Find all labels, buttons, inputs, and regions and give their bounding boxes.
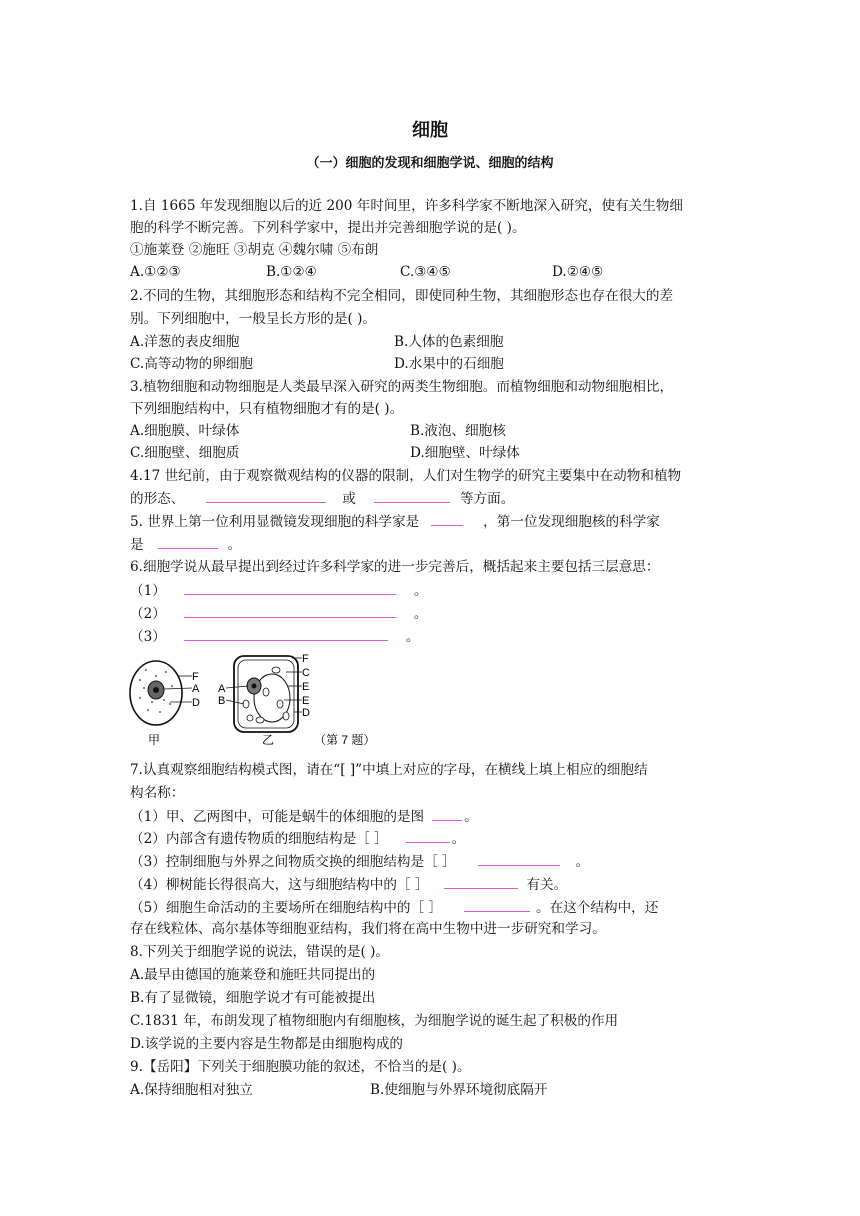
yi-label-e1: E [302, 681, 310, 693]
q7-sub-4-end: 有关。 [526, 877, 568, 893]
q2-option-b: B.人体的色素细胞 [394, 334, 504, 350]
q4-blank-1[interactable] [206, 488, 326, 503]
yi-label-c: C [302, 667, 310, 679]
q7-blank-4[interactable] [444, 874, 518, 889]
q7-blank-2[interactable] [406, 828, 450, 843]
q7-sub-3 [130, 851, 589, 872]
q6-item-1 [130, 580, 427, 601]
q7-sub-2-text: （2）内部含有遗传物质的细胞结构是［ ］ [130, 831, 388, 847]
q6-blank-2[interactable] [184, 603, 396, 618]
q4-blank-2[interactable] [374, 488, 450, 503]
q5-blank-1[interactable] [431, 511, 463, 526]
q7-sub-1-text: （1）甲、乙两图中，可能是蜗牛的体细胞的是图 [130, 809, 425, 825]
section-subtitle: （一）细胞的发现和细胞学说、细胞的结构 [306, 156, 554, 171]
figure-label-yi: 乙 [262, 733, 275, 747]
q7-sub-4 [130, 874, 567, 895]
q5-stem-line2 [130, 534, 241, 555]
q7-sub-2-end: 。 [451, 831, 466, 847]
q3-stem-line1: 3.植物细胞和动物细胞是人类最早深入研究的两类生物细胞。而植物细胞和动物细胞相比， [130, 379, 674, 395]
q1-option-b: B.①②④ [266, 264, 317, 280]
q2-option-a: A.洋葱的表皮细胞 [130, 334, 240, 350]
q8-option-d: D.该学说的主要内容是生物都是由细胞构成的 [130, 1036, 404, 1052]
q8-option-b: B.有了显微镜，细胞学说才有可能被提出 [130, 990, 376, 1006]
q2-stem-line1: 2.不同的生物，其细胞形态和结构不完全相同，即使同种生物，其细胞形态也存在很大的差 [130, 288, 674, 304]
jia-label-a: A [192, 683, 200, 695]
yi-label-f: F [302, 653, 309, 665]
q6-blank-1[interactable] [184, 580, 396, 595]
q6-item-3-end: 。 [405, 629, 420, 645]
q1-stem-line1: 1.自 1665 年发现细胞以后的近 200 年时间里，许多科学家不断地深入研究，使有关生物细 [130, 198, 683, 214]
q6-item-2-num: （2） [130, 606, 166, 622]
q4-text-b: 或 [342, 491, 356, 507]
q6-blank-3[interactable] [184, 626, 388, 641]
q6-item-1-end: 。 [413, 583, 428, 599]
q5-text-d: 。 [227, 537, 242, 553]
q7-stem-line1: 7.认真观察细胞结构模式图，请在“[ ]”中填上对应的字母，在横线上填上相应的细胞结 [130, 762, 648, 778]
q7-sub-5-end: 。在这个结构中，还 [536, 900, 659, 916]
q3-option-a: A.细胞膜、叶绿体 [130, 423, 240, 439]
q7-blank-5[interactable] [464, 897, 530, 912]
q8-stem: 8.下列关于细胞学说的说法，错误的是( )。 [130, 944, 389, 960]
q5-blank-2[interactable] [158, 534, 218, 549]
q5-stem-line1 [130, 511, 660, 532]
q8-option-c: C.1831 年，布朗发现了植物细胞内有细胞核，为细胞学说的诞生起了积极的作用 [130, 1013, 619, 1029]
q7-sub-3-text: （3）控制细胞与外界之间物质交换的细胞结构是［ ］ [130, 854, 456, 870]
animal-cell-diagram [130, 661, 200, 747]
q6-item-3 [130, 626, 419, 647]
q7-sub-1-end: 。 [464, 809, 478, 825]
q1-option-d: D.②④⑤ [552, 264, 604, 280]
cell-structure-figure [126, 650, 396, 750]
q1-option-a: A.①②③ [130, 264, 181, 280]
q7-blank-1[interactable] [432, 806, 462, 821]
q7-sub-5-line2: 存在线粒体、高尔基体等细胞亚结构，我们将在高中生物中进一步研究和学习。 [130, 921, 606, 937]
q3-stem-line2: 下列细胞结构中，只有植物细胞才有的是( )。 [130, 401, 404, 417]
q2-option-c: C.高等动物的卵细胞 [130, 356, 253, 372]
q6-item-2-end: 。 [413, 606, 428, 622]
jia-label-f: F [192, 671, 199, 683]
q8-option-a: A.最早由德国的施莱登和施旺共同提出的 [130, 967, 376, 983]
jia-label-d: D [192, 697, 200, 709]
q7-sub-5 [130, 897, 658, 918]
q4-text-c: 等方面。 [459, 491, 515, 507]
q2-stem-line2: 别。下列细胞中，一般呈长方形的是( )。 [130, 311, 377, 327]
q7-sub-1 [130, 806, 478, 827]
q7-sub-2 [130, 828, 465, 849]
page-title: 细胞 [412, 120, 448, 141]
q4-stem-line2 [130, 488, 514, 509]
yi-label-d: D [302, 707, 310, 719]
q7-blank-3[interactable] [478, 851, 560, 866]
q1-stem-line2: 胞的科学不断完善。下列科学家中，提出并完善细胞学说的是( )。 [130, 220, 526, 236]
q1-scientists: ①施莱登 ②施旺 ③胡克 ④魏尔啸 ⑤布朗 [130, 242, 379, 258]
plant-cell-diagram [218, 653, 310, 747]
figure-label-jia: 甲 [148, 733, 161, 747]
q7-sub-5-text: （5）细胞生命活动的主要场所在细胞结构中的［ ］ [130, 900, 443, 916]
q4-text-a: 的形态、 [130, 491, 185, 507]
q7-sub-3-end: 。 [575, 854, 590, 870]
q7-sub-4-text: （4）柳树能长得很高大，这与细胞结构中的［ ］ [130, 877, 429, 893]
q6-item-3-num: （3） [130, 629, 166, 645]
q3-option-d: D.细胞壁、叶绿体 [410, 445, 520, 461]
q5-text-b: ，第一位发现细胞核的科学家 [483, 514, 660, 530]
yi-label-a: A [218, 683, 226, 695]
q3-option-b: B.液泡、细胞核 [410, 423, 506, 439]
q3-option-c: C.细胞壁、细胞质 [130, 445, 240, 461]
q7-stem-line2: 构名称： [130, 785, 185, 801]
q5-text-a: 5. 世界上第一位利用显微镜发现细胞的科学家是 [130, 514, 420, 530]
q9-option-a: A.保持细胞相对独立 [130, 1082, 253, 1098]
yi-label-b: B [218, 695, 226, 707]
q9-stem: 9.【岳阳】下列关于细胞膜功能的叙述，不恰当的是( )。 [130, 1059, 471, 1075]
q1-option-c: C.③④⑤ [400, 264, 451, 280]
yi-label-e2: E [302, 695, 310, 707]
q2-option-d: D.水果中的石细胞 [394, 356, 504, 372]
q9-option-b: B.使细胞与外界环境彻底隔开 [370, 1082, 548, 1098]
q6-item-2 [130, 603, 427, 624]
q6-item-1-num: （1） [130, 583, 166, 599]
figure-caption: （第 7 题） [314, 733, 376, 747]
q4-stem-line1: 4.17 世纪前，由于观察微观结构的仪器的限制，人们对生物学的研究主要集中在动物和植物 [130, 468, 682, 484]
q5-text-c: 是 [130, 537, 144, 553]
q6-stem: 6.细胞学说从最早提出到经过许多科学家的进一步完善后，概括起来主要包括三层意思： [130, 559, 660, 575]
